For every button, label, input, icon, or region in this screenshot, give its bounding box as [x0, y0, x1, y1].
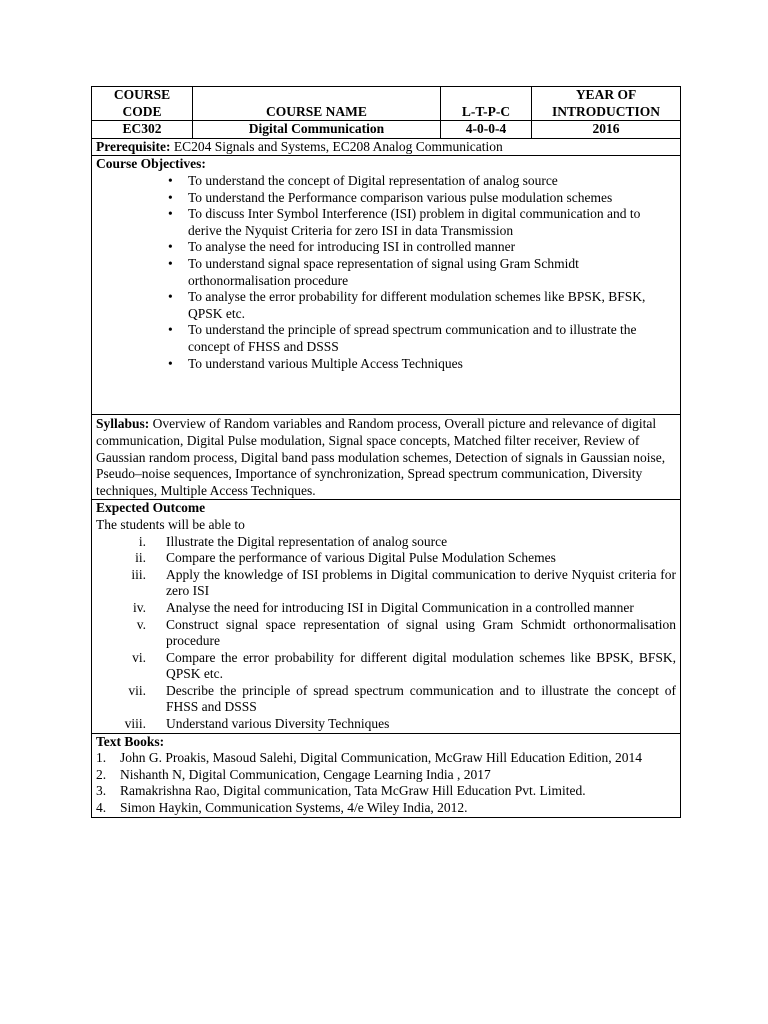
course-code-header-line2: CODE	[122, 103, 162, 119]
outcome-number: iii.	[131, 566, 146, 582]
ltpc-header: L-T-P-C	[441, 87, 532, 121]
prerequisite-row	[92, 138, 681, 156]
prerequisite-label: Prerequisite:	[96, 138, 171, 154]
outcome-text: Construct signal space representation of signal using Gram Schmidt orthonormalisation procedure	[166, 616, 676, 649]
course-code: EC302	[92, 121, 193, 139]
textbooks-cell	[92, 733, 681, 817]
objectives-cell	[92, 156, 681, 415]
textbook-item	[96, 767, 676, 784]
outcome-number: v.	[136, 616, 146, 632]
textbook-text: Ramakrishna Rao, Digital communication, Tata McGraw Hill Education Pvt. Limited.	[120, 783, 586, 799]
outcome-number: vii.	[128, 682, 146, 698]
outcome-text: Compare the error probability for different digital modulation schemes like BPSK, BFSK, QPSK etc.	[166, 649, 676, 682]
objective-item: • To discuss Inter Symbol Interference (ISI) problem in digital communication and to derive the Nyquist Criteria for zero ISI in data Transmission	[188, 206, 676, 239]
outcome-item	[96, 716, 676, 733]
objective-item: • To understand signal space representation of signal using Gram Schmidt orthonormalisation procedure	[188, 256, 676, 289]
outcome-number: vi.	[132, 649, 146, 665]
textbook-item	[96, 783, 676, 800]
outcome-item	[96, 650, 676, 683]
syllabus-table	[91, 86, 681, 818]
syllabus-text: Overview of Random variables and Random process, Overall picture and relevance of digital communication, Digital Pulse modulation, Signal space concepts, Matched filter receiver, Review of Gaussian random process, Digital band pass modulation schemes, Detection of signals in Gaussian noise, Pseudo–noise sequences, Importance of synchronization, Spread spectrum communication, Diversity techniques, Multiple Access Techniques.	[96, 416, 666, 498]
outcome-text: Analyse the need for introducing ISI in Digital Communication in a controlled manner	[166, 599, 634, 615]
textbook-item	[96, 750, 676, 767]
outcome-item	[96, 550, 676, 567]
objectives-row	[92, 156, 681, 415]
outcome-number: iv.	[133, 599, 146, 615]
objective-item: • To understand the principle of spread spectrum communication and to illustrate the concept of FHSS and DSSS	[188, 322, 676, 355]
year-header	[532, 87, 681, 121]
objective-item: • To understand various Multiple Access Techniques	[188, 356, 676, 373]
outcome-intro: The students will be able to	[96, 516, 245, 532]
objectives-list	[96, 173, 676, 372]
outcome-item	[96, 683, 676, 716]
outcome-item	[96, 617, 676, 650]
objective-item: • To understand the concept of Digital representation of analog source	[188, 173, 676, 190]
textbook-number: 1.	[96, 750, 107, 766]
outcome-number: viii.	[124, 716, 146, 732]
textbook-number: 3.	[96, 783, 107, 799]
textbook-text: John G. Proakis, Masoud Salehi, Digital Communication, McGraw Hill Education Edition, 2014	[120, 750, 642, 766]
outcome-item	[96, 600, 676, 617]
textbooks-label: Text Books:	[96, 733, 165, 749]
textbook-item	[96, 800, 676, 817]
course-name-header: COURSE NAME	[193, 87, 441, 121]
year-header-line2: INTRODUCTION	[551, 103, 660, 119]
course-code-header	[92, 87, 193, 121]
outcome-number: ii.	[135, 550, 146, 566]
header-row	[92, 87, 681, 121]
outcome-number: i.	[138, 533, 146, 549]
textbook-number: 2.	[96, 766, 107, 782]
objective-item: • To analyse the error probability for different modulation schemes like BPSK, BFSK, QPSK etc.	[188, 289, 676, 322]
outcome-text: Describe the principle of spread spectrum communication and to illustrate the concept of FHSS and DSSS	[166, 682, 676, 715]
textbook-text: Simon Haykin, Communication Systems, 4/e Wiley India, 2012.	[120, 800, 468, 816]
textbook-number: 4.	[96, 800, 107, 816]
outcome-text: Understand various Diversity Techniques	[166, 716, 390, 732]
prerequisite-cell	[92, 138, 681, 156]
course-year: 2016	[532, 121, 681, 139]
syllabus-row	[92, 415, 681, 500]
outcome-text: Compare the performance of various Digital Pulse Modulation Schemes	[166, 550, 556, 566]
year-header-line1: YEAR OF	[575, 87, 637, 102]
course-code-header-line1: COURSE	[113, 87, 171, 102]
outcome-text: Apply the knowledge of ISI problems in Digital communication to derive Nyquist criteria for zero ISI	[166, 566, 676, 599]
outcome-item	[96, 534, 676, 551]
outcome-label: Expected Outcome	[96, 500, 206, 516]
textbooks-list	[96, 750, 676, 816]
outcome-row	[92, 500, 681, 733]
syllabus-cell	[92, 415, 681, 500]
outcome-text: Illustrate the Digital representation of analog source	[166, 533, 448, 549]
outcome-list	[96, 534, 676, 733]
textbooks-row	[92, 733, 681, 817]
course-row	[92, 121, 681, 139]
objectives-label: Course Objectives:	[96, 156, 206, 172]
outcome-item	[96, 567, 676, 600]
syllabus-label: Syllabus:	[96, 416, 150, 432]
objective-item: • To understand the Performance comparison various pulse modulation schemes	[188, 190, 676, 207]
course-name: Digital Communication	[193, 121, 441, 139]
prerequisite-text: EC204 Signals and Systems, EC208 Analog Communication	[170, 138, 503, 154]
textbook-text: Nishanth N, Digital Communication, Cengage Learning India , 2017	[120, 766, 491, 782]
objective-item: • To analyse the need for introducing ISI in controlled manner	[188, 239, 676, 256]
outcome-cell	[92, 500, 681, 733]
course-ltpc: 4-0-0-4	[441, 121, 532, 139]
